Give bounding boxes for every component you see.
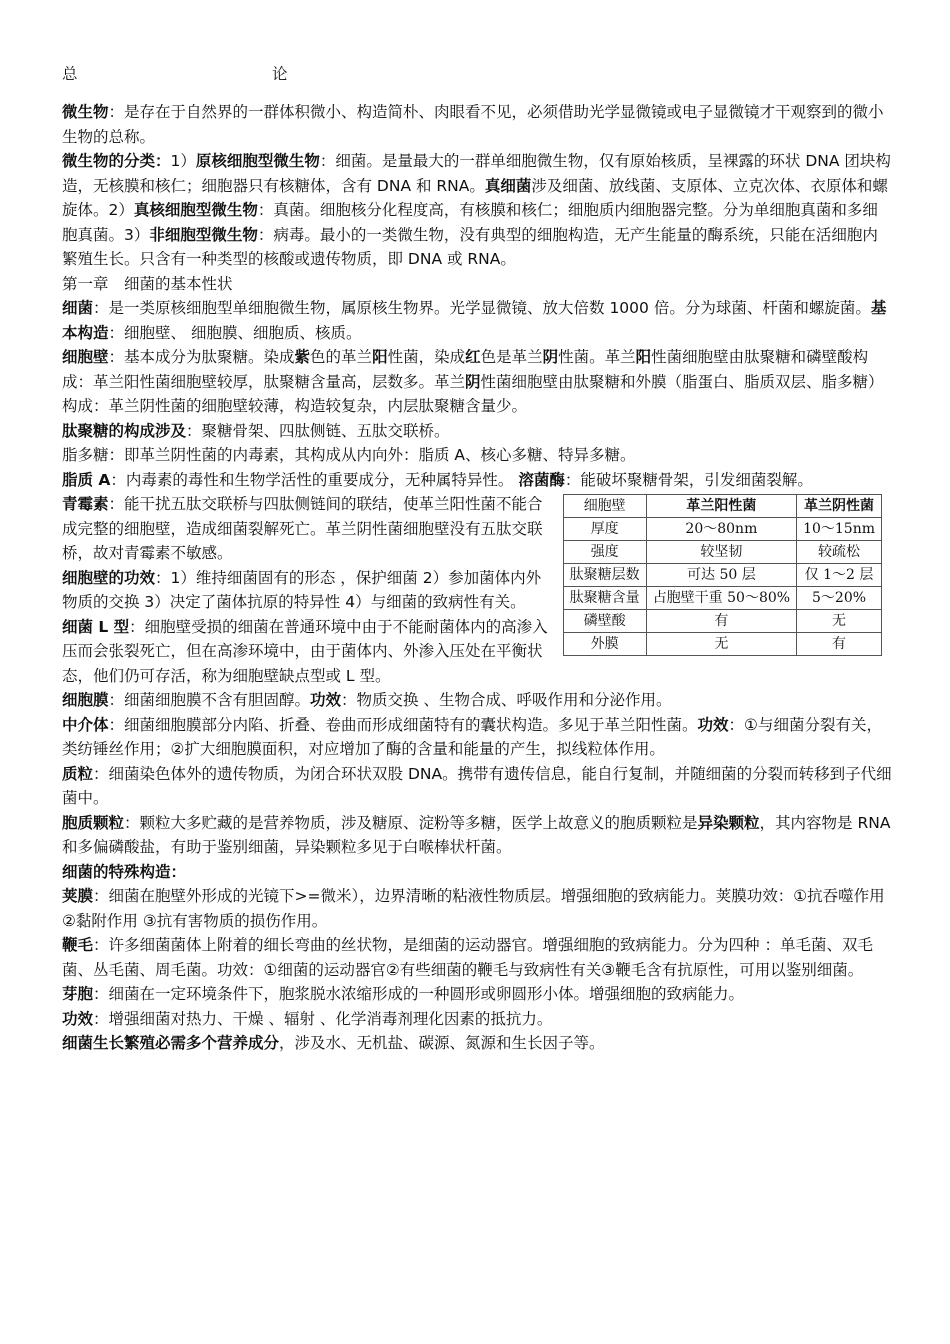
table-header: 革兰阳性菌 <box>646 495 796 518</box>
text: 色是革兰 <box>480 348 543 366</box>
text: ：细胞壁受损的细菌在普通环境中由于不能耐菌体内的高渗入压而会张裂死亡，但在高渗环境中，由于菌体内、外渗入压处在平衡状态，他们仍可存活，称为细胞壁缺点型或 L 型。 <box>62 617 548 685</box>
text: ：物质交换 、生物合成、呼吸作用和分泌作用。 <box>341 691 672 709</box>
term: 功效 <box>697 715 729 734</box>
text: ，涉及水、无机盐、碳源、氮源和生长因子等。 <box>279 1034 605 1052</box>
text: ：能破坏聚糖骨架，引发细菌裂解。 <box>564 470 813 489</box>
text: ：基本成分为肽聚糖。染成 <box>108 348 295 366</box>
term: 细胞壁的功效 <box>62 568 156 587</box>
para-plasmid <box>62 762 892 811</box>
table-cell: 有 <box>646 610 796 633</box>
para-capsule <box>62 884 892 933</box>
term: 细菌 <box>62 299 94 317</box>
term: 脂质 A <box>62 470 111 489</box>
table-wrap-region <box>62 492 892 688</box>
table-row <box>563 518 881 541</box>
term: 中介体 <box>62 715 109 734</box>
text: ：细菌在胞壁外形成的光镜下>=微米），边界清晰的粘液性物质层。增强细胞的致病能力。荚膜功效：①抗吞噬作用 ②黏附作用 ③抗有害物质的损伤作用。 <box>62 887 885 930</box>
table-cell: 磷壁酸 <box>563 610 646 633</box>
text: ：增强细菌对热力、干燥 、辐射 、化学消毒剂理化因素的抵抗力。 <box>93 1009 553 1028</box>
text: ，其内容物是 RNA 和多偏磷酸盐，有助于鉴别细菌，异染颗粒多见于白喉棒状杆菌。 <box>62 813 891 856</box>
para-mesosome <box>62 713 892 762</box>
para-classification <box>62 149 892 272</box>
table-cell: 肽聚糖含量 <box>563 587 646 610</box>
table-cell: 外膜 <box>563 633 646 656</box>
table-cell: 有 <box>797 633 882 656</box>
para-nutrients <box>62 1031 892 1056</box>
term: 微生物的分类： <box>62 152 171 170</box>
table-cell: 强度 <box>563 541 646 564</box>
table-header: 革兰阴性菌 <box>797 495 882 518</box>
para-flagella <box>62 933 892 982</box>
text: ：①与细菌分裂有关，类纺锤丝作用；②扩大细胞膜面积，对应增加了酶的含量和能量的产生，拟线粒体作用。 <box>62 715 882 758</box>
para-cell-membrane <box>62 688 892 713</box>
term: 溶菌酶 <box>518 470 565 489</box>
text: ：病毒。最小的一类微生物，没有典型的细胞构造，无产生能量的酶系统，只能在活细胞内繁殖生长。只含有一种类型的核酸或遗传物质，即 DNA 或 RNA。 <box>62 225 878 268</box>
text: ：颗粒大多贮藏的是营养物质，涉及糖原、淀粉等多糖，医学上故意义的胞质颗粒是 <box>124 813 698 832</box>
table-header: 细胞壁 <box>563 495 646 518</box>
term: 鞭毛 <box>62 936 94 954</box>
table-row <box>563 610 881 633</box>
para-cell-wall <box>62 345 892 419</box>
text: ：细菌染色体外的遗传物质，为闭合环状双股 DNA。携带有遗传信息，能自行复制，并随细菌的分裂而转移到子代细菌中。 <box>62 764 892 807</box>
text: ：细胞壁、 细胞膜、细胞质、核质。 <box>108 323 362 342</box>
para-lps: 脂多糖：即革兰阴性菌的内毒素，其构成从内向外：脂质 A、核心多糖、特异多糖。 <box>62 446 636 464</box>
term: 真细菌 <box>484 176 532 195</box>
table-row <box>563 633 881 656</box>
table-cell: 肽聚糖层数 <box>563 564 646 587</box>
table-cell: 20～80nm <box>646 518 796 541</box>
term: 质粒 <box>62 764 94 783</box>
text: ：细菌在一定环境条件下，胞浆脱水浓缩形成的一种圆形或卵圆形小体。增强细胞的致病能力。 <box>93 985 745 1003</box>
para-spore <box>62 982 892 1007</box>
para-lipid-a <box>62 468 892 493</box>
text: ：细菌细胞膜部分内陷、折叠、卷曲而形成细菌特有的囊状构造。多见于革兰阳性菌。 <box>108 715 698 734</box>
term: 阴 <box>542 348 559 366</box>
term: 微生物 <box>62 103 109 121</box>
term: 胞质颗粒 <box>62 813 125 832</box>
term: 非细胞型微生物 <box>149 225 258 244</box>
table-cell: 无 <box>797 610 882 633</box>
table-cell: 仅 1～2 层 <box>797 564 882 587</box>
text: ：聚糖骨架、四肽侧链、五肽交联桥。 <box>186 421 450 440</box>
table-cell: 较坚韧 <box>646 541 796 564</box>
cell-wall-comparison-table <box>563 494 882 656</box>
text: ：是一类原核细胞型单细胞微生物，属原核生物界。光学显微镜、放大倍数 1000 倍。分为球菌、杆菌和螺旋菌。 <box>93 299 871 317</box>
text: ：真菌。细胞核分化程度高，有核膜和核仁；细胞质内细胞器完整。分为单细胞真菌和多细胞真菌。3） <box>62 201 878 244</box>
text: ：能干扰五肽交联桥与四肽侧链间的联结，使革兰阳性菌不能合成完整的细胞壁，造成细菌裂解死亡。革兰阴性菌细胞壁没有五肽交联桥，故对青霉素不敏感。 <box>62 495 543 562</box>
text: 1） <box>170 152 196 170</box>
text: 性菌细胞壁由肽聚糖和磷壁酸构成：革兰阳性菌细胞壁较厚，肽聚糖含量高，层数多。革兰 <box>62 348 869 391</box>
table-cell: 较疏松 <box>797 541 882 564</box>
term: 阳 <box>372 348 388 366</box>
text: 涉及细菌、放线菌、支原体、立克次体、衣原体和螺旋体。2） <box>62 176 888 219</box>
text: ：细菌。是量最大的一群单细胞微生物，仅有原始核质，呈裸露的环状 DNA 团块构造，无核膜和核仁；细胞器只有核糖体，含有 DNA 和 RNA。 <box>62 152 891 195</box>
text: 性菌细胞壁由肽聚糖和外膜（脂蛋白、脂质双层、脂多糖）构成：革兰阴性菌的细胞壁较薄，构造较复杂，内层肽聚糖含量少。 <box>62 372 884 415</box>
term: 功效 <box>62 1009 94 1028</box>
table-cell: 5～20% <box>797 587 882 610</box>
term: 基本构造 <box>62 299 887 342</box>
term: 紫 <box>294 348 311 366</box>
chapter-heading: 第一章 细菌的基本性状 <box>62 274 233 293</box>
text: 性菌。革兰 <box>558 348 636 366</box>
table-cell: 厚度 <box>563 518 646 541</box>
table-row <box>563 587 881 610</box>
text: 性菌，染成 <box>387 348 466 366</box>
term: 阳 <box>635 348 652 366</box>
term: 细菌生长繁殖必需多个营养成分 <box>62 1034 280 1052</box>
para-granules <box>62 811 892 860</box>
document-page <box>62 62 892 1056</box>
title-right: 论 <box>272 65 288 83</box>
text: 色的革兰 <box>310 348 373 366</box>
page-title <box>62 62 892 86</box>
table-cell: 占胞壁干重 50～80% <box>646 587 796 610</box>
term: 异染颗粒 <box>697 813 760 832</box>
table-cell: 10～15nm <box>797 518 882 541</box>
term: 功效 <box>310 691 342 709</box>
text: ：是存在于自然界的一群体积微小、构造简朴、肉眼看不见，必须借助光学显微镜或电子显微镜才干观察到的微小生物的总称。 <box>62 103 884 146</box>
term: 荚膜 <box>62 887 94 905</box>
para-bacteria <box>62 296 892 345</box>
para-peptidoglycan <box>62 419 892 444</box>
term: 青霉素 <box>62 495 109 513</box>
text: ：细菌细胞膜不含有胆固醇。 <box>108 691 311 709</box>
table-cell: 无 <box>646 633 796 656</box>
text: ：内毒素的毒性和生物学活性的重要成分，无种属特异性。 <box>110 470 519 489</box>
term: 细胞壁 <box>62 348 109 366</box>
text: ：1）维持细菌固有的形态 ，保护细菌 2）参加菌体内外物质的交换 3）决定了菌体抗原的特异性 4）与细菌的致病性有关。 <box>62 568 542 611</box>
term: 肽聚糖的构成涉及 <box>62 421 187 440</box>
para-special-structures <box>62 860 892 885</box>
table-cell: 可达 50 层 <box>646 564 796 587</box>
term: 红 <box>465 348 481 366</box>
table-header-row <box>563 495 881 518</box>
term: 细菌 L 型 <box>62 617 130 636</box>
para-spore-function <box>62 1007 892 1032</box>
term: 真核细胞型微生物 <box>133 201 258 219</box>
table-row <box>563 541 881 564</box>
term: 细胞膜 <box>62 691 109 709</box>
table-row <box>563 564 881 587</box>
text: ：许多细菌菌体上附着的细长弯曲的丝状物，是细菌的运动器官。增强细胞的致病能力。分为四种 ：单毛菌、双毛菌、丛毛菌、周毛菌。功效：①细菌的运动器官②有些细菌的鞭毛与致病性有关③鞭毛含有抗原性，可用以鉴别细菌。 <box>62 936 873 979</box>
term: 阴 <box>465 372 481 391</box>
title-left: 总 <box>62 65 78 83</box>
para-microbe <box>62 100 892 149</box>
term: 细菌的特殊构造： <box>62 862 187 881</box>
term: 芽胞 <box>62 985 94 1003</box>
term: 原核细胞型微生物 <box>195 152 320 170</box>
